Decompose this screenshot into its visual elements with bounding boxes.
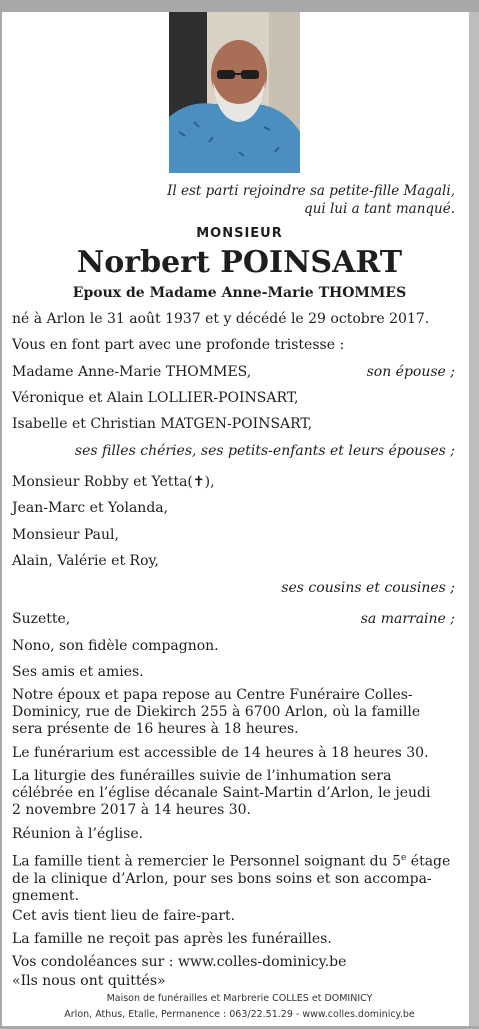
quote-line-1: Il est parti rejoindre sa petite-fille Magali, xyxy=(167,183,455,199)
family-name: Suzette, xyxy=(12,611,71,627)
rest-line-2: Dominicy, rue de Diekirch 255 à 6700 Arlon, où la famille xyxy=(12,704,421,720)
intro-line: Vous en font part avec une profonde tristesse : xyxy=(12,337,345,353)
family-name: Madame Anne-Marie THOMMES, xyxy=(12,364,252,380)
portrait-photo xyxy=(169,12,300,173)
song-line: «Ils nous ont quittés» xyxy=(12,973,166,989)
page-edge xyxy=(469,12,479,1026)
quote-line-2: qui lui a tant manqué. xyxy=(304,201,455,217)
cousins-role: ses cousins et cousines ; xyxy=(281,580,455,596)
family-cousin-4: Alain, Valérie et Roy, xyxy=(12,553,159,569)
notice-line: Cet avis tient lieu de faire-part. xyxy=(12,908,236,924)
thanks-line-1 xyxy=(12,850,457,871)
family-daughter-1: Véronique et Alain LOLLIER-POINSART, xyxy=(12,390,299,406)
liturgy-paragraph xyxy=(12,768,457,819)
ordinal-suffix: e xyxy=(401,853,407,863)
no-visits-line: La famille ne reçoit pas après les funérailles. xyxy=(12,931,332,947)
rest-line-1: Notre époux et papa repose au Centre Funéraire Colles- xyxy=(12,687,413,703)
deceased-name: Norbert POINSART xyxy=(76,245,403,280)
thanks-line-3: gnement. xyxy=(12,887,79,904)
rest-paragraph xyxy=(12,687,457,738)
family-row-godmother xyxy=(12,611,455,628)
thanks-text: La famille tient à remercier le Personnel soignant du 5 xyxy=(12,853,402,870)
reunion-line: Réunion à l’église. xyxy=(12,826,144,842)
daughters-role: ses filles chéries, ses petits-enfants et leurs épouses ; xyxy=(74,443,455,459)
liturgy-line-1: La liturgie des funérailles suivie de l’inhumation sera xyxy=(12,768,392,784)
liturgy-line-3: 2 novembre 2017 à 14 heures 30. xyxy=(12,802,251,818)
thanks-text: étage xyxy=(406,853,451,870)
thanks-paragraph xyxy=(12,850,457,905)
spouse-line: Epoux de Madame Anne-Marie THOMMES xyxy=(72,285,407,301)
epitaph-quote xyxy=(125,182,455,218)
family-role: sa marraine ; xyxy=(360,611,455,627)
friends-line: Ses amis et amies. xyxy=(12,664,144,680)
liturgy-line-2: célébrée en l’église décanale Saint-Martin d’Arlon, le jeudi xyxy=(12,785,431,801)
honorific: MONSIEUR xyxy=(196,226,283,241)
rest-line-3: sera présente de 16 heures à 18 heures. xyxy=(12,721,299,737)
thanks-line-2: de la clinique d’Arlon, pour ses bons soins et son accompa- xyxy=(12,870,432,887)
dog-line: Nono, son fidèle compagnon. xyxy=(12,638,219,654)
birth-death-line: né à Arlon le 31 août 1937 et y décédé le 29 octobre 2017. xyxy=(12,311,430,327)
family-cousin-3: Monsieur Paul, xyxy=(12,527,119,543)
family-daughter-2: Isabelle et Christian MATGEN-POINSART, xyxy=(12,416,313,432)
footer-line-1: Maison de funérailles et Marbrerie COLLES et DOMINICY xyxy=(106,993,373,1004)
family-cousin-1: Monsieur Robby et Yetta(✝), xyxy=(12,474,215,490)
condolences-line: Vos condoléances sur : www.colles-dominicy.be xyxy=(12,954,347,970)
family-role: son épouse ; xyxy=(366,364,455,380)
funerarium-line: Le funérarium est accessible de 14 heures à 18 heures 30. xyxy=(12,745,429,761)
footer-line-2: Arlon, Athus, Etalle, Permanence : 063/22.51.29 - www.colles.dominicy.be xyxy=(64,1009,415,1020)
family-row-wife xyxy=(12,364,455,381)
family-cousin-2: Jean-Marc et Yolanda, xyxy=(12,500,169,516)
